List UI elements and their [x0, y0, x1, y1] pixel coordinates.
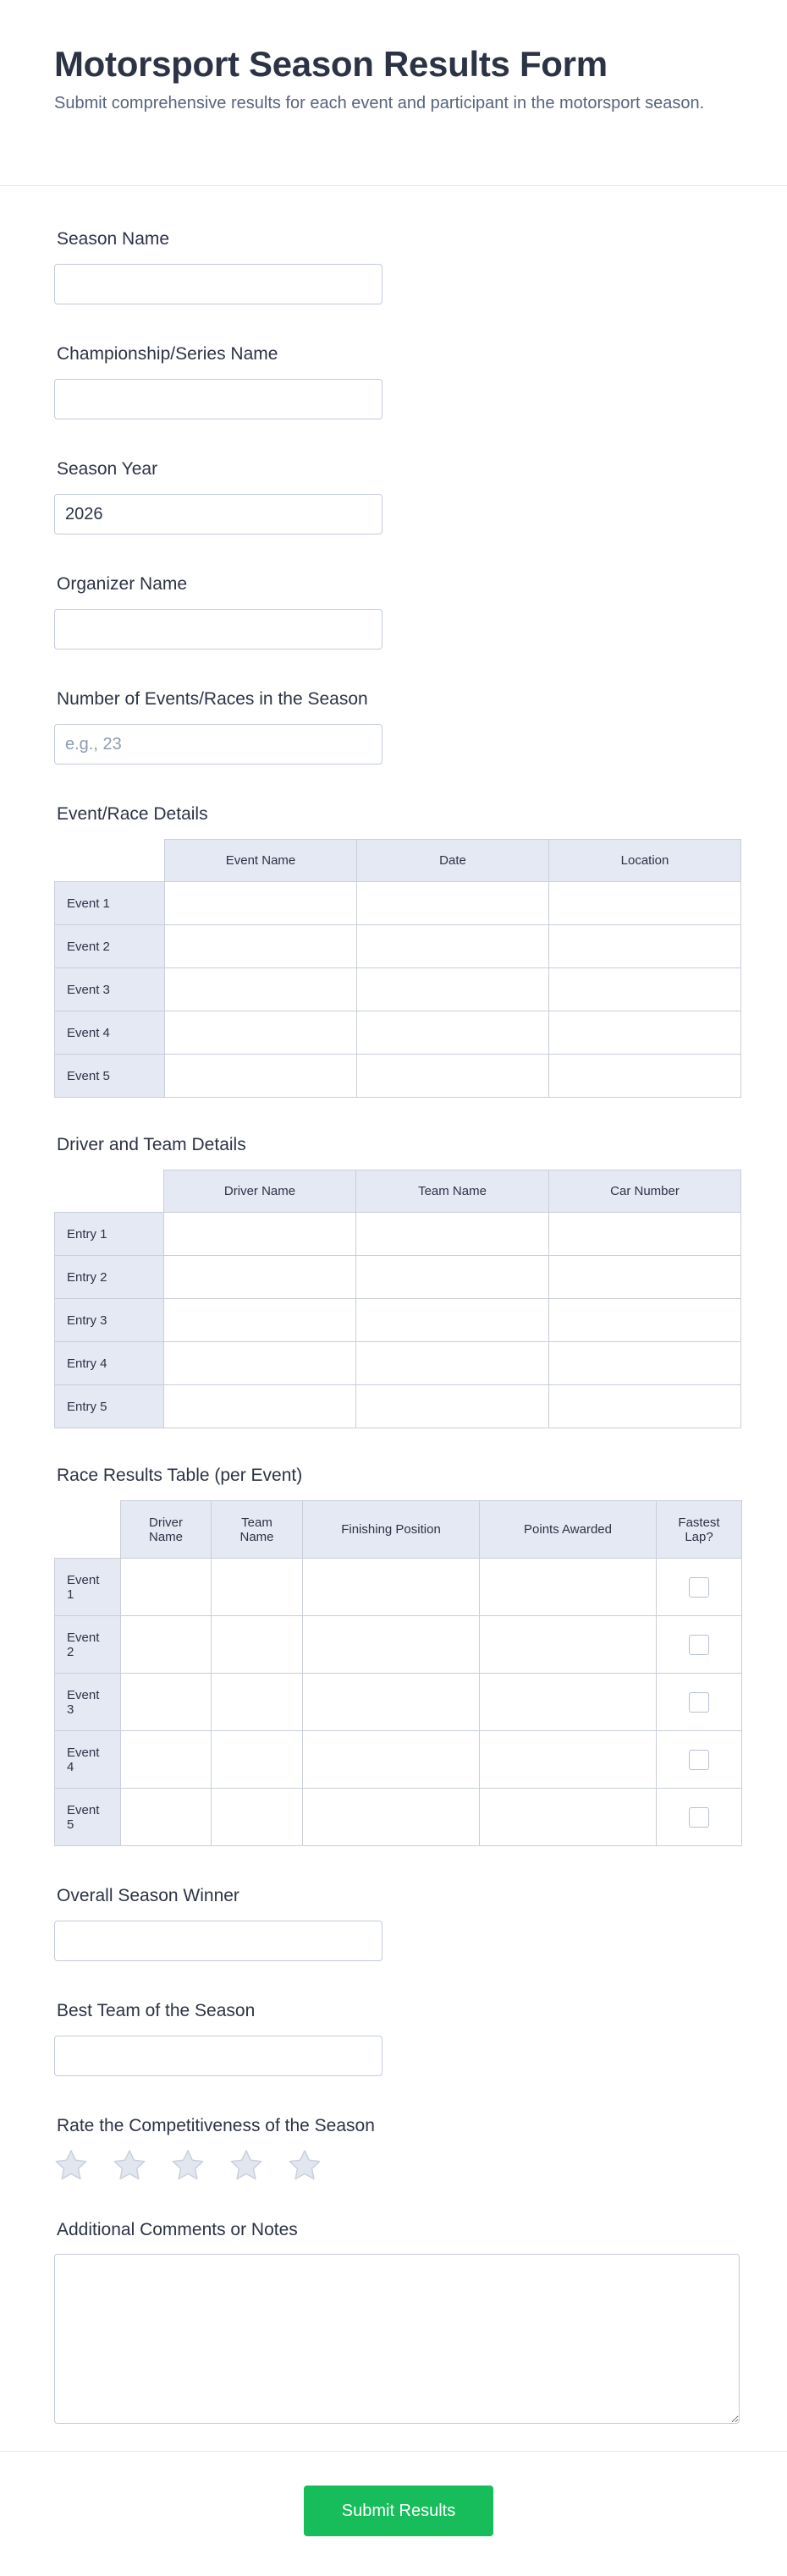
table-cell[interactable] — [549, 1011, 741, 1055]
driver-details-field — [54, 1134, 741, 1428]
season-year-label: Season Year — [57, 459, 158, 479]
column-header: Date — [357, 840, 549, 882]
season-year-field — [54, 458, 382, 534]
table-cell[interactable] — [357, 1055, 549, 1098]
overall-winner-label: Overall Season Winner — [57, 1886, 239, 1905]
row-header: Event 1 — [55, 1559, 121, 1616]
table-cell[interactable] — [549, 1342, 741, 1385]
best-team-input[interactable] — [54, 2036, 382, 2076]
column-header: Team Name — [212, 1501, 303, 1559]
table-cell[interactable] — [212, 1559, 303, 1616]
table-cell[interactable] — [303, 1559, 480, 1616]
table-corner — [55, 840, 165, 882]
row-header: Entry 5 — [55, 1385, 164, 1428]
row-header: Entry 2 — [55, 1256, 164, 1299]
table-cell[interactable] — [549, 1299, 741, 1342]
num-events-label: Number of Events/Races in the Season — [57, 689, 368, 709]
table-cell[interactable] — [549, 1385, 741, 1428]
row-header: Event 1 — [55, 882, 165, 925]
table-cell[interactable] — [480, 1674, 657, 1731]
results-table-label: Race Results Table (per Event) — [57, 1466, 303, 1485]
season-name-input[interactable] — [54, 264, 382, 304]
table-cell[interactable] — [356, 1213, 549, 1256]
table-cell[interactable] — [212, 1674, 303, 1731]
rating-label: Rate the Competitiveness of the Season — [57, 2116, 375, 2135]
row-header: Event 4 — [55, 1011, 165, 1055]
fastest-lap-checkbox[interactable] — [689, 1750, 709, 1770]
star-icon[interactable] — [229, 2149, 263, 2181]
results-table-field — [54, 1465, 742, 1846]
row-header: Entry 3 — [55, 1299, 164, 1342]
table-cell[interactable] — [480, 1559, 657, 1616]
star-icon[interactable] — [54, 2149, 88, 2181]
row-header: Entry 4 — [55, 1342, 164, 1385]
organizer-name-field — [54, 573, 382, 649]
table-cell[interactable] — [303, 1616, 480, 1674]
table-cell[interactable] — [165, 1055, 357, 1098]
comments-textarea[interactable] — [54, 2254, 740, 2424]
row-header: Event 5 — [55, 1055, 165, 1098]
table-cell[interactable] — [549, 1213, 741, 1256]
organizer-name-label: Organizer Name — [57, 574, 188, 594]
organizer-name-input[interactable] — [54, 609, 382, 649]
fastest-lap-cell — [657, 1616, 742, 1674]
table-cell[interactable] — [356, 1385, 549, 1428]
table-cell[interactable] — [356, 1256, 549, 1299]
table-cell[interactable] — [164, 1385, 356, 1428]
table-cell[interactable] — [356, 1299, 549, 1342]
star-icon[interactable] — [113, 2149, 146, 2181]
best-team-label: Best Team of the Season — [57, 2001, 256, 2020]
row-header: Event 2 — [55, 925, 165, 968]
star-icon[interactable] — [288, 2149, 322, 2181]
season-name-field — [54, 228, 382, 304]
table-cell[interactable] — [357, 925, 549, 968]
event-details-field — [54, 803, 741, 1098]
table-cell[interactable] — [212, 1616, 303, 1674]
series-name-field — [54, 343, 382, 419]
best-team-field — [54, 2000, 382, 2076]
table-cell[interactable] — [549, 968, 741, 1011]
fastest-lap-checkbox[interactable] — [689, 1807, 709, 1828]
table-cell[interactable] — [480, 1789, 657, 1846]
rating-field — [54, 2115, 375, 2181]
table-cell[interactable] — [212, 1731, 303, 1789]
table-cell[interactable] — [121, 1731, 212, 1789]
row-header: Entry 1 — [55, 1213, 164, 1256]
table-cell[interactable] — [121, 1616, 212, 1674]
results-table — [54, 1500, 742, 1846]
table-cell[interactable] — [164, 1342, 356, 1385]
table-cell[interactable] — [164, 1256, 356, 1299]
page-title: Motorsport Season Results Form — [54, 44, 608, 84]
overall-winner-field — [54, 1885, 382, 1961]
table-cell[interactable] — [212, 1789, 303, 1846]
table-cell[interactable] — [121, 1789, 212, 1846]
comments-label: Additional Comments or Notes — [57, 2220, 298, 2239]
table-cell[interactable] — [165, 968, 357, 1011]
table-cell[interactable] — [121, 1559, 212, 1616]
submit-button[interactable]: Submit Results — [304, 2486, 493, 2536]
driver-details-table — [54, 1170, 741, 1428]
fastest-lap-checkbox[interactable] — [689, 1692, 709, 1713]
table-cell[interactable] — [480, 1731, 657, 1789]
fastest-lap-cell — [657, 1559, 742, 1616]
table-cell[interactable] — [357, 1011, 549, 1055]
season-year-input[interactable] — [54, 494, 382, 534]
form-header — [0, 0, 787, 186]
table-cell[interactable] — [549, 1055, 741, 1098]
season-name-label: Season Name — [57, 229, 170, 249]
table-cell[interactable] — [165, 925, 357, 968]
column-header: Event Name — [165, 840, 357, 882]
star-rating — [54, 2149, 375, 2181]
num-events-input[interactable] — [54, 724, 382, 765]
star-icon[interactable] — [171, 2149, 205, 2181]
driver-details-label: Driver and Team Details — [57, 1135, 246, 1154]
column-header: Driver Name — [164, 1170, 356, 1213]
series-name-input[interactable] — [54, 379, 382, 419]
table-cell[interactable] — [164, 1213, 356, 1256]
table-corner — [55, 1170, 164, 1213]
table-cell[interactable] — [164, 1299, 356, 1342]
table-cell[interactable] — [303, 1789, 480, 1846]
table-cell[interactable] — [357, 882, 549, 925]
fastest-lap-cell — [657, 1731, 742, 1789]
table-cell[interactable] — [303, 1674, 480, 1731]
event-details-table — [54, 839, 741, 1098]
form-footer — [0, 2451, 787, 2576]
table-cell[interactable] — [121, 1674, 212, 1731]
column-header: Fastest Lap? — [657, 1501, 742, 1559]
fastest-lap-checkbox[interactable] — [689, 1635, 709, 1655]
table-cell[interactable] — [165, 1011, 357, 1055]
column-header: Car Number — [549, 1170, 741, 1213]
overall-winner-input[interactable] — [54, 1921, 382, 1961]
table-corner — [55, 1501, 121, 1559]
row-header: Event 3 — [55, 968, 165, 1011]
column-header: Team Name — [356, 1170, 549, 1213]
table-cell[interactable] — [549, 925, 741, 968]
table-cell[interactable] — [357, 968, 549, 1011]
column-header: Finishing Position — [303, 1501, 480, 1559]
column-header: Driver Name — [121, 1501, 212, 1559]
num-events-field — [54, 688, 382, 765]
row-header: Event 5 — [55, 1789, 121, 1846]
table-cell[interactable] — [480, 1616, 657, 1674]
event-details-label: Event/Race Details — [57, 804, 208, 824]
fastest-lap-checkbox[interactable] — [689, 1577, 709, 1598]
series-name-label: Championship/Series Name — [57, 344, 278, 364]
table-cell[interactable] — [549, 882, 741, 925]
fastest-lap-cell — [657, 1789, 742, 1846]
fastest-lap-cell — [657, 1674, 742, 1731]
column-header: Points Awarded — [480, 1501, 657, 1559]
row-header: Event 4 — [55, 1731, 121, 1789]
page-subtitle: Submit comprehensive results for each event and participant in the motorsport season. — [54, 94, 705, 112]
table-cell[interactable] — [549, 1256, 741, 1299]
comments-field — [54, 2219, 740, 2424]
row-header: Event 2 — [55, 1616, 121, 1674]
column-header: Location — [549, 840, 741, 882]
table-cell[interactable] — [303, 1731, 480, 1789]
table-cell[interactable] — [165, 882, 357, 925]
row-header: Event 3 — [55, 1674, 121, 1731]
table-cell[interactable] — [356, 1342, 549, 1385]
